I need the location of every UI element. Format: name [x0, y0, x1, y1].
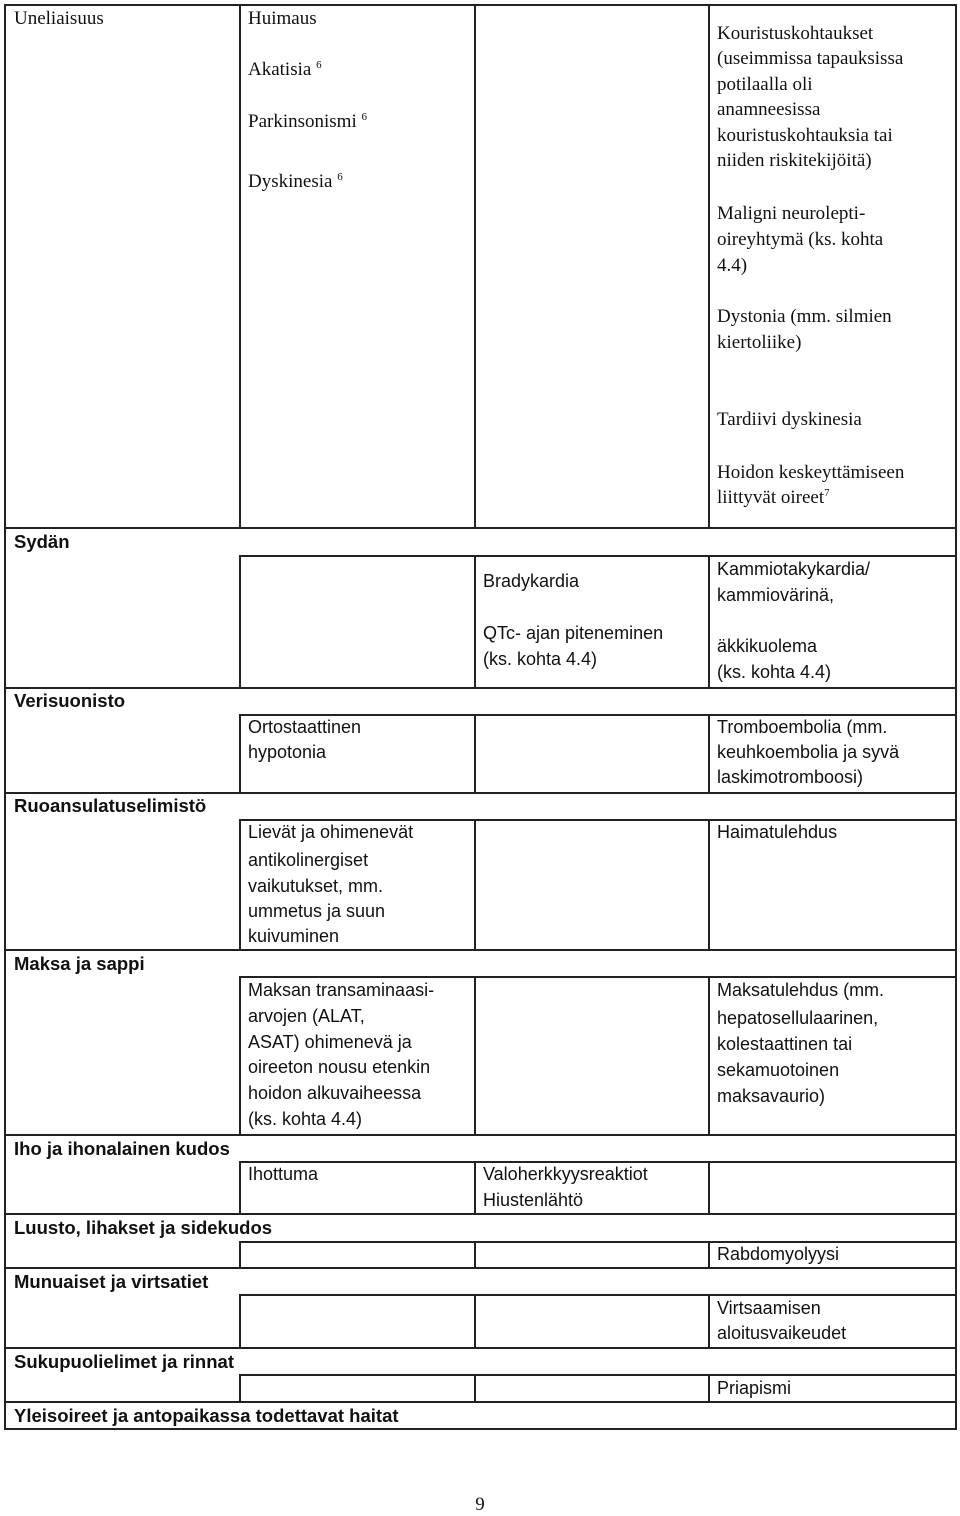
reaction-text: ummetus ja suun — [248, 901, 386, 921]
col-divider — [239, 1241, 241, 1269]
reaction-text: Kouristuskohtaukset — [717, 23, 874, 44]
reaction-text: Ihottuma — [248, 1164, 319, 1184]
reaction-text: arvojen (ALAT, — [248, 1006, 365, 1026]
reaction-text: kouristuskohtauksia tai — [717, 125, 893, 146]
col-divider — [474, 555, 476, 689]
reaction-text: Priapismi — [717, 1378, 792, 1398]
col-divider — [239, 714, 241, 794]
reaction-text: Rabdomyolyysi — [717, 1244, 840, 1264]
reaction-text: Kammiotakykardia/ — [717, 559, 871, 579]
reaction-text: maksavaurio) — [717, 1086, 826, 1106]
row-divider — [4, 527, 957, 529]
reaction-text: Huimaus — [248, 8, 317, 29]
col-divider — [474, 976, 476, 1136]
reaction-text: kuivuminen — [248, 926, 340, 946]
reaction-text: äkkikuolema — [717, 636, 818, 656]
reaction-text: hepatosellulaarinen, — [717, 1008, 879, 1028]
category-heading: Sukupuolielimet ja rinnat — [14, 1351, 234, 1372]
reaction-text: vaikutukset, mm. — [248, 876, 384, 896]
reaction-text: Valoherkkyysreaktiot — [483, 1164, 648, 1184]
page-number: 9 — [475, 1494, 485, 1515]
col-divider — [239, 819, 241, 951]
col-divider — [474, 1374, 476, 1403]
col-divider — [474, 4, 476, 528]
table-border-left — [4, 4, 6, 1430]
reaction-text: laskimotromboosi) — [717, 767, 864, 787]
row-divider — [239, 1294, 957, 1296]
category-heading: Munuaiset ja virtsatiet — [14, 1271, 209, 1292]
reaction-text: kammiovärinä, — [717, 585, 835, 605]
col-divider — [708, 1374, 710, 1403]
reaction-text: Tromboembolia (mm. — [717, 717, 888, 737]
reaction-text: Akatisia $^6$ — [248, 59, 322, 80]
reaction-text: Maksatulehdus (mm. — [717, 980, 885, 1000]
col-divider — [708, 4, 710, 528]
col-divider — [708, 714, 710, 794]
reaction-text: Dystonia (mm. silmien — [717, 306, 892, 327]
reaction-text: Hoidon keskeyttämiseen — [717, 462, 905, 483]
col-divider — [239, 1294, 241, 1349]
reaction-text: (useimmissa tapauksissa — [717, 48, 904, 69]
reaction-text: aloitusvaikeudet — [717, 1323, 847, 1343]
table-border-top — [4, 4, 957, 6]
reaction-text: Parkinsonismi $^6$ — [248, 111, 367, 132]
reaction-text: Haimatulehdus — [717, 822, 838, 842]
reaction-text: oireeton nousu etenkin — [248, 1057, 431, 1077]
table-border-right — [955, 4, 957, 1430]
reaction-text: hypotonia — [248, 742, 327, 762]
reaction-text: Ortostaattinen — [248, 717, 362, 737]
reaction-text: niiden riskitekijöitä) — [717, 150, 872, 171]
category-heading: Ruoansulatuselimistö — [14, 795, 207, 816]
col-divider — [239, 976, 241, 1136]
reaction-text: (ks. kohta 4.4) — [483, 649, 598, 669]
reaction-text: kolestaattinen tai — [717, 1034, 853, 1054]
row-divider — [239, 1374, 957, 1376]
col-divider — [239, 555, 241, 689]
col-divider — [708, 1241, 710, 1269]
col-divider — [708, 1161, 710, 1215]
reaction-text: (ks. kohta 4.4) — [248, 1109, 363, 1129]
col-divider — [239, 1374, 241, 1403]
reaction-text: anamneesissa — [717, 99, 821, 120]
col-divider — [474, 819, 476, 951]
reaction-text: potilaalla oli — [717, 74, 813, 95]
category-heading: Sydän — [14, 531, 70, 552]
category-label: Uneliaisuus — [14, 8, 104, 29]
row-divider — [239, 1241, 957, 1243]
col-divider — [239, 4, 241, 528]
col-divider — [474, 1294, 476, 1349]
category-heading: Yleisoireet ja antopaikassa todettavat haitat — [14, 1405, 399, 1426]
reaction-text: 4.4) — [717, 255, 748, 276]
reaction-text: Dyskinesia $^6$ — [248, 171, 343, 192]
col-divider — [708, 976, 710, 1136]
reaction-text: ASAT) ohimenevä ja — [248, 1032, 412, 1052]
reaction-text: Tardiivi dyskinesia — [717, 409, 862, 430]
reaction-text: Maligni neurolepti- — [717, 203, 866, 224]
col-divider — [239, 1161, 241, 1215]
col-divider — [708, 1294, 710, 1349]
row-divider — [4, 687, 957, 689]
reaction-text: Bradykardia — [483, 571, 580, 591]
category-heading: Iho ja ihonalainen kudos — [14, 1138, 230, 1159]
reaction-text: kiertoliike) — [717, 332, 802, 353]
row-divider — [4, 949, 957, 951]
reaction-text: Hiustenlähtö — [483, 1190, 584, 1210]
reaction-text: liittyvät oireet$^7$ — [717, 487, 830, 508]
reaction-text: QTc- ajan piteneminen — [483, 623, 664, 643]
reaction-text: hoidon alkuvaiheessa — [248, 1083, 422, 1103]
reaction-text: Lievät ja ohimenevät — [248, 822, 414, 842]
reaction-text: keuhkoembolia ja syvä — [717, 742, 900, 762]
col-divider — [474, 1241, 476, 1269]
reaction-text: Maksan transaminaasi- — [248, 980, 435, 1000]
category-heading: Luusto, lihakset ja sidekudos — [14, 1217, 273, 1238]
reaction-text: (ks. kohta 4.4) — [717, 662, 832, 682]
category-heading: Verisuonisto — [14, 690, 126, 711]
col-divider — [708, 555, 710, 689]
category-heading: Maksa ja sappi — [14, 953, 145, 974]
col-divider — [708, 819, 710, 951]
reaction-text: sekamuotoinen — [717, 1060, 840, 1080]
col-divider — [474, 714, 476, 794]
reaction-text: antikolinergiset — [248, 850, 369, 870]
reaction-text: Virtsaamisen — [717, 1298, 821, 1318]
reaction-text: oireyhtymä (ks. kohta — [717, 229, 884, 250]
col-divider — [474, 1161, 476, 1215]
